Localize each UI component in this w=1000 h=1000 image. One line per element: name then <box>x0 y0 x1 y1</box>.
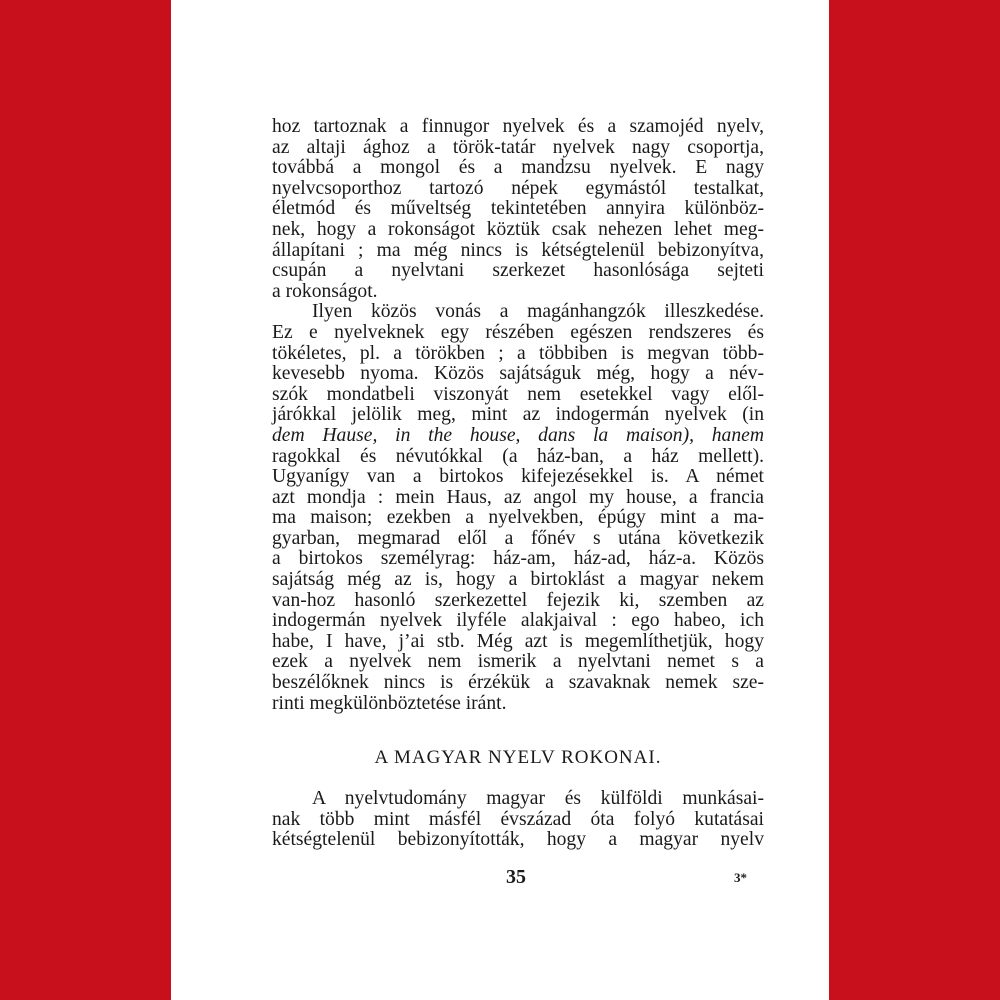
text-line: Ilyen közös vonás a magánhangzók illeszkedése. <box>312 301 764 323</box>
text-line: nek, hogy a rokonságot köztük csak nehezen lehet meg- <box>272 218 764 240</box>
text-line: állapítani ; ma még nincs is kétségtelenül bebizonyítva, <box>272 239 764 261</box>
text-line: sajátság még az is, hogy a birtoklást a magyar nekem <box>272 569 764 591</box>
text-line: életmód és műveltség tekintetében annyira különböz- <box>272 198 764 220</box>
text-line: habe, I have, j’ai stb. Még azt is megemlíthetjük, hogy <box>272 630 764 652</box>
book-page <box>171 0 829 1000</box>
text-line: kevesebb nyoma. Közös sajátságuk még, hogy a név- <box>272 363 764 385</box>
text-line: ragokkal és névutókkal (a ház-ban, a ház mellett). <box>272 445 764 467</box>
text-line: gyarban, megmarad elől a főnév s utána következik <box>272 527 764 549</box>
text-line: szók mondatbeli viszonyát nem esetekkel vagy elől- <box>272 383 764 405</box>
text-line: Ez e nyelveknek egy részében egészen rendszeres és <box>272 321 764 343</box>
text-line: azt mondja : mein Haus, az angol my house, a francia <box>272 486 764 508</box>
text-line: ezek a nyelvek nem ismerik a nyelvtani nemet s a <box>272 651 764 673</box>
text-line: járókkal jelölik meg, mint az indogermán nyelvek (in <box>272 404 764 426</box>
text-line: van-hoz hasonló szerkezettel fejezik ki, szemben az <box>272 589 764 611</box>
text-line: a birtokos személyrag: ház-am, ház-ad, ház-a. Közös <box>272 548 764 570</box>
body-text-upper <box>272 117 764 714</box>
text-line: a rokonságot. <box>272 280 378 302</box>
text-line: nak több mint másfél évszázad óta folyó kutatásai <box>272 808 764 830</box>
body-text-lower <box>272 789 764 851</box>
text-line: beszélőknek nincs is érzékük a szavaknak nemek sze- <box>272 672 764 694</box>
text-line: ma maison; ezekben a nyelvekben, épúgy mint a ma- <box>272 507 764 529</box>
text-line: kétségtelenül bebizonyították, hogy a magyar nyelv <box>272 829 764 851</box>
text-line: hoz tartoznak a finnugor nyelvek és a szamojéd nyelv, <box>272 116 764 137</box>
text-line: indogermán nyelvek ilyféle alakjaival : ego habeo, ich <box>272 610 764 632</box>
text-line: Ugyanígy van a birtokos kifejezésekkel is. A német <box>272 466 764 488</box>
text-line: tökéletes, pl. a törökben ; a többiben is megvan több- <box>272 342 764 364</box>
text-line: továbbá a mongol és a mandzsu nyelvek. E nagy <box>272 157 764 179</box>
signature-mark: 3* <box>734 870 747 885</box>
section-heading: A MAGYAR NYELV ROKONAI. <box>374 747 662 768</box>
text-line: rinti megkülönböztetése iránt. <box>272 692 507 714</box>
text-line: A nyelvtudomány magyar és külföldi munkásai- <box>312 788 764 809</box>
text-line: az altaji ághoz a török-tatár nyelvek nagy csoportja, <box>272 136 764 158</box>
text-line: dem Hause, in the house, dans la maison), hanem <box>272 424 764 446</box>
text-line: csupán a nyelvtani szerkezet hasonlósága sejteti <box>272 260 764 282</box>
page-number: 35 <box>506 866 526 888</box>
text-line: nyelvcsoporthoz tartozó népek egymástól testalkat, <box>272 177 764 199</box>
